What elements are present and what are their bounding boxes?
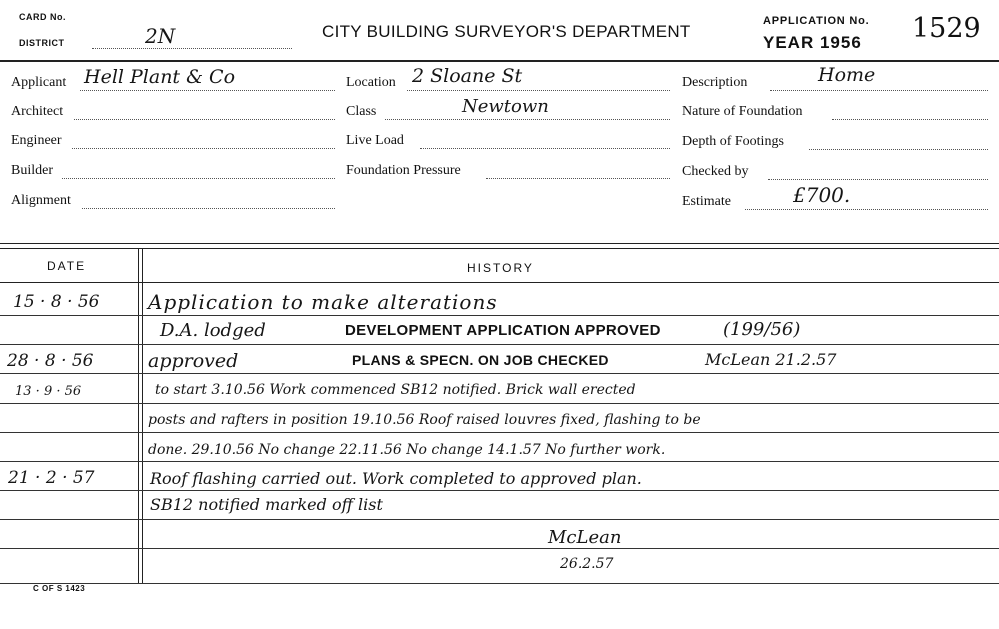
description-label: Description: [682, 75, 748, 90]
card-no-label: CARD No.: [19, 12, 66, 22]
signature-2: McLean: [548, 527, 622, 548]
table-row-history: Application to make alterations: [148, 290, 498, 314]
nature-of-foundation-label: Nature of Foundation: [682, 104, 803, 119]
table-row-date: 21 · 2 · 57: [8, 468, 95, 488]
table-row-history: D.A. lodged: [160, 320, 266, 341]
table-row-date: 15 · 8 · 56: [13, 292, 100, 312]
checked-by-label: Checked by: [682, 164, 749, 179]
live-load-label: Live Load: [346, 133, 404, 148]
date-column-header: DATE: [47, 259, 87, 273]
table-row-date: 13 · 9 · 56: [15, 384, 82, 399]
table-row-history: to start 3.10.56 Work commenced SB12 notified. Brick wall erected: [155, 382, 636, 398]
department-title: CITY BUILDING SURVEYOR'S DEPARTMENT: [322, 22, 691, 41]
location-label: Location: [346, 75, 396, 90]
foundation-pressure-label: Foundation Pressure: [346, 163, 461, 178]
plans-checked-stamp: PLANS & SPECN. ON JOB CHECKED: [352, 352, 609, 368]
builder-label: Builder: [11, 163, 53, 178]
table-row-date: 28 · 8 · 56: [7, 351, 94, 371]
class-label: Class: [346, 104, 377, 119]
alignment-label: Alignment: [11, 193, 71, 208]
estimate-label: Estimate: [682, 194, 731, 209]
application-number: 1529: [912, 13, 981, 44]
district-label: DISTRICT: [19, 38, 65, 48]
table-row-history: done. 29.10.56 No change 22.11.56 No change 14.1.57 No further work.: [148, 442, 666, 458]
year-label: YEAR 1956: [763, 33, 862, 52]
architect-label: Architect: [11, 104, 64, 119]
table-row-history: SB12 notified marked off list: [150, 495, 383, 514]
signature-1: McLean 21.2.57: [705, 350, 837, 369]
da-number: (199/56): [723, 319, 801, 340]
applicant-value: Hell Plant & Co: [84, 66, 236, 88]
table-row-history: approved: [148, 350, 239, 372]
application-no-label: APPLICATION No.: [763, 15, 870, 27]
table-row-history: posts and rafters in position 19.10.56 Roof raised louvres fixed, flashing to be: [148, 412, 701, 428]
table-row-history: Roof flashing carried out. Work completed to approved plan.: [150, 469, 642, 488]
history-column-header: HISTORY: [467, 261, 534, 275]
engineer-label: Engineer: [11, 133, 62, 148]
form-code: C OF S 1423: [33, 584, 86, 593]
location-value: 2 Sloane St: [412, 65, 523, 87]
district-value: 2N: [145, 24, 176, 48]
description-value: Home: [818, 64, 876, 86]
class-value: Newtown: [462, 96, 549, 117]
applicant-label: Applicant: [11, 75, 67, 90]
estimate-value: £700.: [793, 183, 851, 207]
da-approved-stamp: DEVELOPMENT APPLICATION APPROVED: [345, 322, 661, 339]
signature-2-date: 26.2.57: [560, 556, 614, 572]
depth-of-footings-label: Depth of Footings: [682, 134, 784, 149]
